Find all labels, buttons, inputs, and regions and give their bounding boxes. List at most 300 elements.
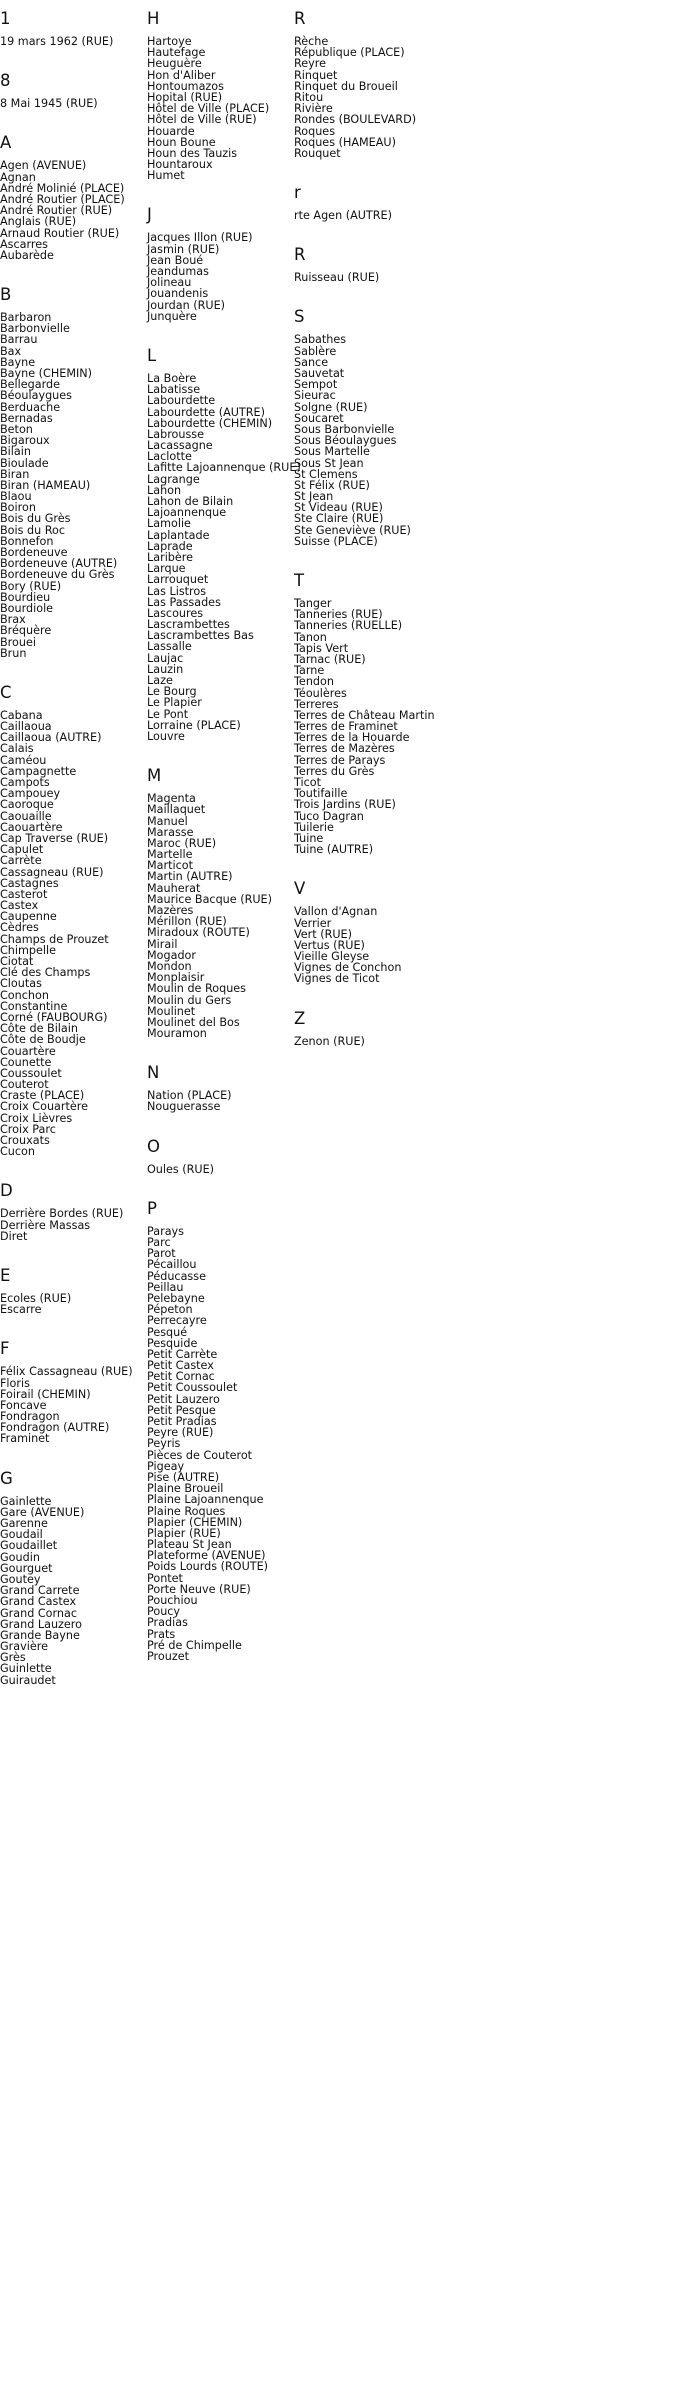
street-link[interactable]: Tendon (294, 675, 334, 689)
letter-heading: E (0, 1265, 11, 1285)
street-link[interactable]: Gainlette (0, 1494, 52, 1508)
street-link[interactable]: Lafitte Lajoannenque (RUE) (147, 461, 301, 475)
street-link[interactable]: Jasmin (RUE) (147, 242, 220, 256)
street-link[interactable]: St Videau (RUE) (294, 501, 383, 515)
street-link[interactable]: Poucy (147, 1605, 181, 1619)
street-link[interactable]: Conchon (0, 988, 49, 1002)
street-link[interactable]: Bordeneuve (AUTRE) (0, 557, 118, 571)
street-link[interactable]: Plaine Broueil (147, 1482, 224, 1496)
street-link[interactable]: Larrouquet (147, 573, 209, 587)
street-link[interactable]: Fondragon (AUTRE) (0, 1421, 110, 1435)
street-link[interactable]: Lassalle (147, 640, 192, 654)
street-link[interactable]: Labourdette (AUTRE) (147, 405, 265, 419)
street-link[interactable]: Garenne (0, 1517, 48, 1530)
street-link[interactable]: Bourdiole (0, 601, 54, 615)
street-link[interactable]: André Routier (PLACE) (0, 192, 125, 206)
street-link[interactable]: Lamolie (147, 517, 191, 531)
street-link[interactable]: Lascrambettes (147, 618, 230, 632)
street-link[interactable]: Derrière Massas (0, 1218, 91, 1232)
street-link[interactable]: Berduache (0, 400, 61, 414)
street-link[interactable]: Petit Coussoulet (147, 1381, 238, 1395)
street-link[interactable]: Suisse (PLACE) (294, 534, 378, 548)
street-link[interactable]: Verrier (294, 916, 332, 930)
street-link[interactable]: Petit Pesque (147, 1403, 216, 1417)
street-link[interactable]: Carrète (0, 854, 42, 868)
street-link[interactable]: Roques (HAMEAU) (294, 135, 396, 149)
street-link[interactable]: Petit Lauzero (147, 1392, 220, 1406)
street-link[interactable]: Ecoles (RUE) (0, 1291, 72, 1305)
street-link[interactable]: Lagrange (147, 472, 200, 486)
street-link[interactable]: Junquère (147, 309, 197, 323)
street-link[interactable]: Parc (147, 1236, 171, 1249)
street-link[interactable]: Cloutas (0, 977, 42, 991)
street-link[interactable]: Martin (AUTRE) (147, 870, 233, 884)
street-link[interactable]: Hôtel de Ville (PLACE) (147, 102, 270, 116)
street-link[interactable]: Lascrambettes Bas (147, 629, 254, 643)
street-link[interactable]: St Clemens (294, 467, 358, 481)
street-link[interactable]: Sous Béoulaygues (294, 434, 397, 448)
street-link[interactable]: Terres de Framinet (294, 720, 398, 734)
street-link[interactable]: Lacassagne (147, 439, 213, 453)
street-link[interactable]: Côte de Boudje (0, 1033, 86, 1047)
street-link[interactable]: Clé des Champs (0, 966, 91, 980)
street-link[interactable]: Moulinet del Bos (147, 1015, 240, 1029)
street-link[interactable]: Soucaret (294, 411, 344, 425)
street-link[interactable]: Marticot (147, 859, 193, 873)
street-link[interactable]: Solgne (RUE) (294, 400, 368, 414)
street-link[interactable]: Trois Jardins (RUE) (294, 798, 396, 812)
street-link[interactable]: Laujac (147, 651, 184, 665)
street-link[interactable]: Bayne (0, 355, 36, 369)
street-link[interactable]: Jourdan (RUE) (147, 298, 226, 312)
street-link[interactable]: Maroc (RUE) (147, 836, 217, 850)
street-link[interactable]: Arnaud Routier (RUE) (0, 226, 120, 240)
street-link[interactable]: Laribère (147, 550, 194, 564)
street-link[interactable]: Mazères (147, 904, 194, 917)
street-link[interactable]: Craste (PLACE) (0, 1089, 85, 1103)
street-link[interactable]: Grand Castex (0, 1595, 77, 1609)
street-link[interactable]: Caoroque (0, 798, 54, 812)
street-link[interactable]: Champs de Prouzet (0, 932, 109, 946)
street-link[interactable]: Las Passades (147, 595, 221, 609)
street-link[interactable]: Laplantade (147, 528, 210, 542)
street-link[interactable]: Sempot (294, 378, 338, 392)
street-link[interactable]: Hountaroux (147, 158, 213, 172)
street-link[interactable]: Plaine Lajoannenque (147, 1493, 264, 1507)
street-link[interactable]: Moulin du Gers (147, 993, 232, 1007)
street-link[interactable]: Croix Parc (0, 1122, 56, 1136)
street-link[interactable]: Beton (0, 422, 33, 436)
street-link[interactable]: Tarne (294, 664, 325, 678)
street-link[interactable]: St Félix (RUE) (294, 478, 370, 492)
street-link[interactable]: Bois du Roc (0, 523, 66, 537)
street-link[interactable]: Sous Martelle (294, 445, 370, 459)
street-link[interactable]: Sieurac (294, 389, 336, 403)
street-link[interactable]: Escarre (0, 1303, 42, 1317)
street-link[interactable]: Labourdette (147, 394, 216, 408)
street-link[interactable]: Hon d'Aliber (147, 68, 216, 82)
street-link[interactable]: Goutey (0, 1572, 41, 1586)
street-link[interactable]: Marasse (147, 825, 194, 839)
street-link[interactable]: Le Bourg (147, 685, 197, 699)
street-link[interactable]: Prats (147, 1627, 176, 1641)
street-link[interactable]: Rivière (294, 102, 333, 116)
street-link[interactable]: Campagnette (0, 764, 77, 778)
street-link[interactable]: Rondes (BOULEVARD) (294, 113, 417, 127)
street-link[interactable]: Biran (HAMEAU) (0, 478, 91, 492)
street-link[interactable]: Pradias (147, 1616, 188, 1630)
street-link[interactable]: Lahon (147, 483, 182, 497)
street-link[interactable]: Petit Carrète (147, 1347, 218, 1361)
street-link[interactable]: Pigeay (147, 1459, 185, 1473)
street-link[interactable]: Corné (FAUBOURG) (0, 1010, 108, 1024)
street-link[interactable]: Guiraudet (0, 1673, 56, 1687)
street-link[interactable]: Bernadas (0, 411, 53, 425)
street-link[interactable]: Caméou (0, 753, 47, 767)
street-link[interactable]: Mouramon (147, 1027, 207, 1041)
street-link[interactable]: Peyris (147, 1437, 181, 1451)
street-link[interactable]: Pécaillou (147, 1258, 197, 1272)
letter-heading: N (147, 1063, 160, 1083)
street-link[interactable]: Moulinet (147, 1004, 196, 1018)
street-link[interactable]: Laze (147, 674, 173, 687)
street-link[interactable]: Roques (294, 124, 336, 138)
street-link[interactable]: Castagnes (0, 876, 59, 890)
street-link[interactable]: 8 Mai 1945 (RUE) (0, 97, 98, 111)
street-link[interactable]: Jean Boué (147, 253, 204, 267)
street-link[interactable]: Mogador (147, 948, 196, 962)
street-link[interactable]: Gare (AVENUE) (0, 1505, 85, 1519)
street-link[interactable]: Ste Geneviève (RUE) (294, 523, 411, 537)
street-link[interactable]: Tanneries (RUELLE) (294, 619, 403, 633)
street-link[interactable]: Pépeton (147, 1303, 193, 1317)
street-link[interactable]: Capulet (0, 843, 44, 857)
street-link[interactable]: Vignes de Conchon (294, 961, 402, 975)
street-link[interactable]: Brouei (0, 635, 36, 649)
street-link[interactable]: Lauzin (147, 662, 184, 676)
street-link[interactable]: Grand Lauzero (0, 1617, 83, 1631)
street-link[interactable]: Terreres (294, 697, 339, 711)
street-link[interactable]: Rinquet (294, 68, 338, 82)
street-link[interactable]: Barrau (0, 333, 38, 347)
street-link[interactable]: Humet (147, 169, 185, 183)
street-link[interactable]: Lahon de Bilain (147, 495, 234, 508)
street-link[interactable]: Bilain (0, 445, 31, 459)
street-link[interactable]: Le Pont (147, 707, 189, 721)
street-link[interactable]: Parays (147, 1224, 185, 1238)
street-list (147, 1226, 292, 1662)
street-link[interactable]: Reyre (294, 57, 327, 71)
street-link[interactable]: Gourguet (0, 1561, 53, 1575)
street-link[interactable]: Martelle (147, 848, 193, 862)
street-list (294, 1036, 439, 1047)
street-link[interactable]: Cassagneau (RUE) (0, 865, 104, 879)
street-link[interactable]: Lascoures (147, 606, 204, 620)
street-link[interactable]: Magenta (147, 792, 196, 806)
street-link[interactable]: Pesquide (147, 1336, 198, 1350)
street-link[interactable]: Caillaoua (0, 720, 52, 734)
street-link[interactable]: Oules (RUE) (147, 1162, 215, 1176)
street-link[interactable]: Blaou (0, 490, 32, 504)
street-link[interactable]: Couterot (0, 1078, 49, 1092)
street-link[interactable]: Nouguerasse (147, 1100, 221, 1114)
street-link[interactable]: Côte de Bilain (0, 1022, 78, 1036)
street-link[interactable]: Lorraine (PLACE) (147, 718, 241, 732)
street-link[interactable]: Peillau (147, 1280, 184, 1294)
street-link[interactable]: Vert (RUE) (294, 927, 352, 941)
street-link[interactable]: Tanon (294, 630, 327, 644)
street-link[interactable]: Framinet (0, 1432, 50, 1446)
street-link[interactable]: Sance (294, 355, 329, 369)
street-link[interactable]: Pelebayne (147, 1291, 205, 1305)
street-link[interactable]: Ciotat (0, 955, 34, 968)
street-link[interactable]: Tuilerie (294, 820, 334, 834)
street-link[interactable]: rte Agen (AUTRE) (294, 209, 392, 223)
street-link[interactable]: Bellegarde (0, 378, 61, 392)
street-link[interactable]: Hontoumazos (147, 79, 224, 93)
street-link[interactable]: Tuco Dagran (294, 809, 364, 823)
street-link[interactable]: Monplaisir (147, 971, 205, 985)
street-link[interactable]: Brun (0, 646, 27, 660)
street-link[interactable]: Toutifaille (294, 787, 348, 801)
street-link[interactable]: Boiron (0, 501, 36, 515)
street-link[interactable]: Agen (AVENUE) (0, 159, 87, 173)
street-link[interactable]: Grand Carrete (0, 1584, 80, 1598)
street-link[interactable]: Cucon (0, 1145, 35, 1159)
street-link[interactable]: Foirail (CHEMIN) (0, 1387, 91, 1401)
street-link[interactable]: Nation (PLACE) (147, 1089, 232, 1103)
street-link[interactable]: Sauvetat (294, 367, 345, 380)
street-link[interactable]: Bayne (CHEMIN) (0, 367, 93, 380)
street-link[interactable]: Sabathes (294, 333, 347, 347)
street-link[interactable]: Pré de Chimpelle (147, 1638, 242, 1652)
street-link[interactable]: Guinlette (0, 1662, 52, 1676)
street-link[interactable]: Vertus (RUE) (294, 938, 365, 952)
street-link[interactable]: Constantine (0, 999, 68, 1013)
street-link[interactable]: Lajoannenque (147, 506, 227, 520)
street-link[interactable]: Rinquet du Broueil (294, 79, 398, 93)
street-link[interactable]: Petit Pradias (147, 1415, 217, 1428)
street-link[interactable]: Caillaoua (AUTRE) (0, 731, 102, 745)
street-link[interactable]: Bioulade (0, 456, 49, 470)
street-link[interactable]: Ritou (294, 90, 324, 104)
street-link[interactable]: Aubarède (0, 248, 54, 262)
street-link[interactable]: Croix Lièvres (0, 1111, 73, 1125)
street-link[interactable]: St Jean (294, 490, 334, 504)
street-link[interactable]: Hautefage (147, 46, 206, 60)
street-link[interactable]: Rouquet (294, 146, 341, 160)
street-link[interactable]: Biran (0, 467, 30, 481)
letter-group (147, 204, 292, 322)
street-link[interactable]: Ste Claire (RUE) (294, 512, 384, 526)
street-link[interactable]: Anglais (RUE) (0, 215, 77, 229)
street-link[interactable]: Béoulaygues (0, 389, 72, 403)
street-link[interactable]: Croix Couartère (0, 1100, 89, 1114)
street-link[interactable]: Crouxats (0, 1134, 50, 1147)
street-link[interactable]: Jolineau (147, 276, 192, 290)
street-link[interactable]: Prouzet (147, 1649, 189, 1663)
street-link[interactable]: Mirail (147, 937, 178, 951)
street-link[interactable]: Miradoux (ROUTE) (147, 926, 250, 940)
street-link[interactable]: Chimpelle (0, 943, 56, 957)
street-link[interactable]: Terres de Parays (294, 753, 386, 767)
street-link[interactable]: Foncave (0, 1398, 47, 1412)
street-link[interactable]: Bigaroux (0, 434, 50, 448)
street-link[interactable]: Fondragon (0, 1410, 60, 1424)
street-link[interactable]: Pontet (147, 1571, 183, 1585)
street-link[interactable]: Maillaquet (147, 803, 206, 817)
street-link[interactable]: Labourdette (CHEMIN) (147, 416, 273, 430)
street-link[interactable]: Zenon (RUE) (294, 1034, 365, 1048)
street-link[interactable]: Perrecayre (147, 1314, 207, 1328)
street-link[interactable]: Maurice Bacque (RUE) (147, 892, 272, 906)
street-link[interactable]: Goudin (0, 1550, 40, 1564)
street-link[interactable]: Terres du Grès (294, 764, 375, 778)
street-link[interactable]: Grand Cornac (0, 1606, 78, 1620)
street-link[interactable]: Bréquère (0, 624, 52, 638)
street-link[interactable]: Caouaille (0, 809, 52, 823)
street-link[interactable]: Goudaillet (0, 1539, 58, 1553)
street-link[interactable]: Péducasse (147, 1269, 206, 1283)
street-link[interactable]: Bordeneuve (0, 546, 68, 559)
street-link[interactable]: Campouey (0, 787, 61, 801)
street-link[interactable]: Plateau St Jean (147, 1538, 232, 1552)
street-link[interactable]: Campots (0, 776, 50, 789)
street-link[interactable]: Tarnac (RUE) (294, 652, 366, 666)
street-link[interactable]: André Routier (RUE) (0, 204, 113, 218)
street-link[interactable]: Coussoulet (0, 1066, 62, 1080)
street-link[interactable]: Plaine Roques (147, 1504, 226, 1518)
street-list (0, 710, 145, 1158)
street-link[interactable]: Labrousse (147, 427, 205, 441)
street-link[interactable]: Tuine (294, 831, 324, 845)
street-link[interactable]: Cabana (0, 708, 43, 722)
street-link[interactable]: Labatisse (147, 383, 201, 397)
street-link[interactable]: Calais (0, 742, 34, 756)
street-link[interactable]: La Boère (147, 371, 197, 385)
street-link[interactable]: Castex (0, 899, 39, 913)
street-link[interactable]: Barbaron (0, 311, 52, 325)
street-link[interactable]: Pièces de Couterot (147, 1448, 253, 1462)
street-link[interactable]: Terres de Château Martin (294, 708, 435, 722)
street-link[interactable]: Jacques Illon (RUE) (147, 231, 253, 245)
street-link[interactable]: Caupenne (0, 910, 57, 924)
street-link[interactable]: Houn des Tauzis (147, 146, 238, 160)
street-link[interactable]: Terres de la Houarde (294, 731, 410, 745)
street-link[interactable]: Houarde (147, 124, 195, 138)
street-link[interactable]: Las Listros (147, 584, 207, 598)
letter-group (147, 1062, 292, 1112)
street-link[interactable]: Pise (AUTRE) (147, 1470, 220, 1484)
street-link[interactable]: Counette (0, 1055, 52, 1069)
index-column (147, 8, 301, 1685)
street-link[interactable]: Vignes de Ticot (294, 972, 380, 986)
street-link[interactable]: Bax (0, 344, 22, 358)
street-link[interactable]: Sous St Jean (294, 456, 364, 470)
street-link[interactable]: Laprade (147, 539, 193, 553)
street-link[interactable]: Ascarres (0, 237, 48, 251)
street-link[interactable]: Hôtel de Ville (RUE) (147, 113, 257, 127)
street-link[interactable]: Bourdieu (0, 590, 51, 604)
street-link[interactable]: Plateforme (AVENUE) (147, 1549, 266, 1563)
street-link[interactable]: Agnan (0, 170, 36, 184)
street-link[interactable]: Barbonvielle (0, 322, 70, 336)
street-link[interactable]: Ruisseau (RUE) (294, 271, 380, 285)
street-link[interactable]: Diret (0, 1229, 28, 1243)
street-link[interactable]: Petit Castex (147, 1359, 214, 1373)
street-link[interactable]: République (PLACE) (294, 46, 405, 60)
street-link[interactable]: Cap Traverse (RUE) (0, 831, 109, 845)
street-link[interactable]: Brax (0, 613, 26, 627)
street-link[interactable]: Grande Bayne (0, 1628, 80, 1642)
street-link[interactable]: André Molinié (PLACE) (0, 181, 125, 195)
street-link[interactable]: Tapis Vert (294, 641, 349, 655)
street-link[interactable]: 19 mars 1962 (RUE) (0, 35, 114, 48)
street-link[interactable]: Mérillon (RUE) (147, 915, 227, 929)
street-link[interactable]: Heuguère (147, 57, 202, 71)
street-link[interactable]: Hartoye (147, 35, 192, 48)
street-link[interactable]: Casterot (0, 887, 48, 901)
street-link[interactable]: Larque (147, 562, 186, 576)
street-link[interactable]: Bordeneuve du Grès (0, 568, 115, 582)
street-link[interactable]: Plapier (RUE) (147, 1526, 221, 1540)
street-link[interactable]: Laclotte (147, 450, 192, 464)
street-link[interactable]: Louvre (147, 729, 185, 743)
street-link[interactable]: Vieille Gleyse (294, 950, 370, 964)
street-link[interactable]: Grès (0, 1651, 26, 1665)
street-link[interactable]: Mauherat (147, 881, 201, 895)
street-link[interactable]: Parot (147, 1247, 176, 1261)
street-link[interactable]: Mondon (147, 959, 192, 973)
street-link[interactable]: Félix Cassagneau (RUE) (0, 1365, 133, 1379)
street-link[interactable]: Bois du Grès (0, 512, 71, 526)
street-link[interactable]: Caouartère (0, 820, 63, 834)
street-link[interactable]: Hopital (RUE) (147, 90, 223, 104)
street-link[interactable]: Moulin de Roques (147, 982, 247, 996)
street-link[interactable]: Jouandenis (147, 287, 209, 301)
street-link[interactable]: Houn Boune (147, 135, 216, 149)
street-link[interactable]: Bory (RUE) (0, 579, 62, 593)
street-link[interactable]: Bonnefon (0, 534, 54, 548)
street-link[interactable]: Sous Barbonvielle (294, 422, 395, 436)
street-link[interactable]: Porte Neuve (RUE) (147, 1582, 251, 1596)
street-link[interactable]: Manuel (147, 814, 188, 828)
street-link[interactable]: Cèdres (0, 921, 39, 935)
street-link[interactable]: Plapier (CHEMIN) (147, 1515, 243, 1529)
street-link[interactable]: Petit Cornac (147, 1370, 215, 1384)
street-link[interactable]: Ticot (294, 776, 321, 789)
street-link[interactable]: Gravière (0, 1640, 48, 1654)
street-link[interactable]: Goudail (0, 1528, 43, 1542)
street-link[interactable]: Pouchiou (147, 1594, 198, 1607)
street-link[interactable]: Peyre (RUE) (147, 1426, 214, 1440)
street-link[interactable]: Couartère (0, 1044, 56, 1058)
street-link[interactable]: Téoulères (294, 686, 347, 700)
street-link[interactable]: Floris (0, 1376, 30, 1390)
street-link[interactable]: Vallon d'Agnan (294, 905, 378, 919)
street-link[interactable]: Poids Lourds (ROUTE) (147, 1560, 269, 1574)
street-link[interactable]: Tanger (294, 597, 332, 610)
street-link[interactable]: Pesqué (147, 1325, 188, 1339)
street-link[interactable]: Tuine (AUTRE) (294, 843, 374, 857)
street-link[interactable]: Tanneries (RUE) (294, 608, 383, 622)
street-link[interactable]: Jeandumas (147, 265, 209, 278)
street-link[interactable]: Derrière Bordes (RUE) (0, 1207, 124, 1221)
street-link[interactable]: Terres de Mazères (294, 742, 395, 756)
street-link[interactable]: Le Plapier (147, 696, 202, 710)
street-link[interactable]: Rèche (294, 35, 329, 48)
street-link[interactable]: Sablère (294, 344, 337, 358)
